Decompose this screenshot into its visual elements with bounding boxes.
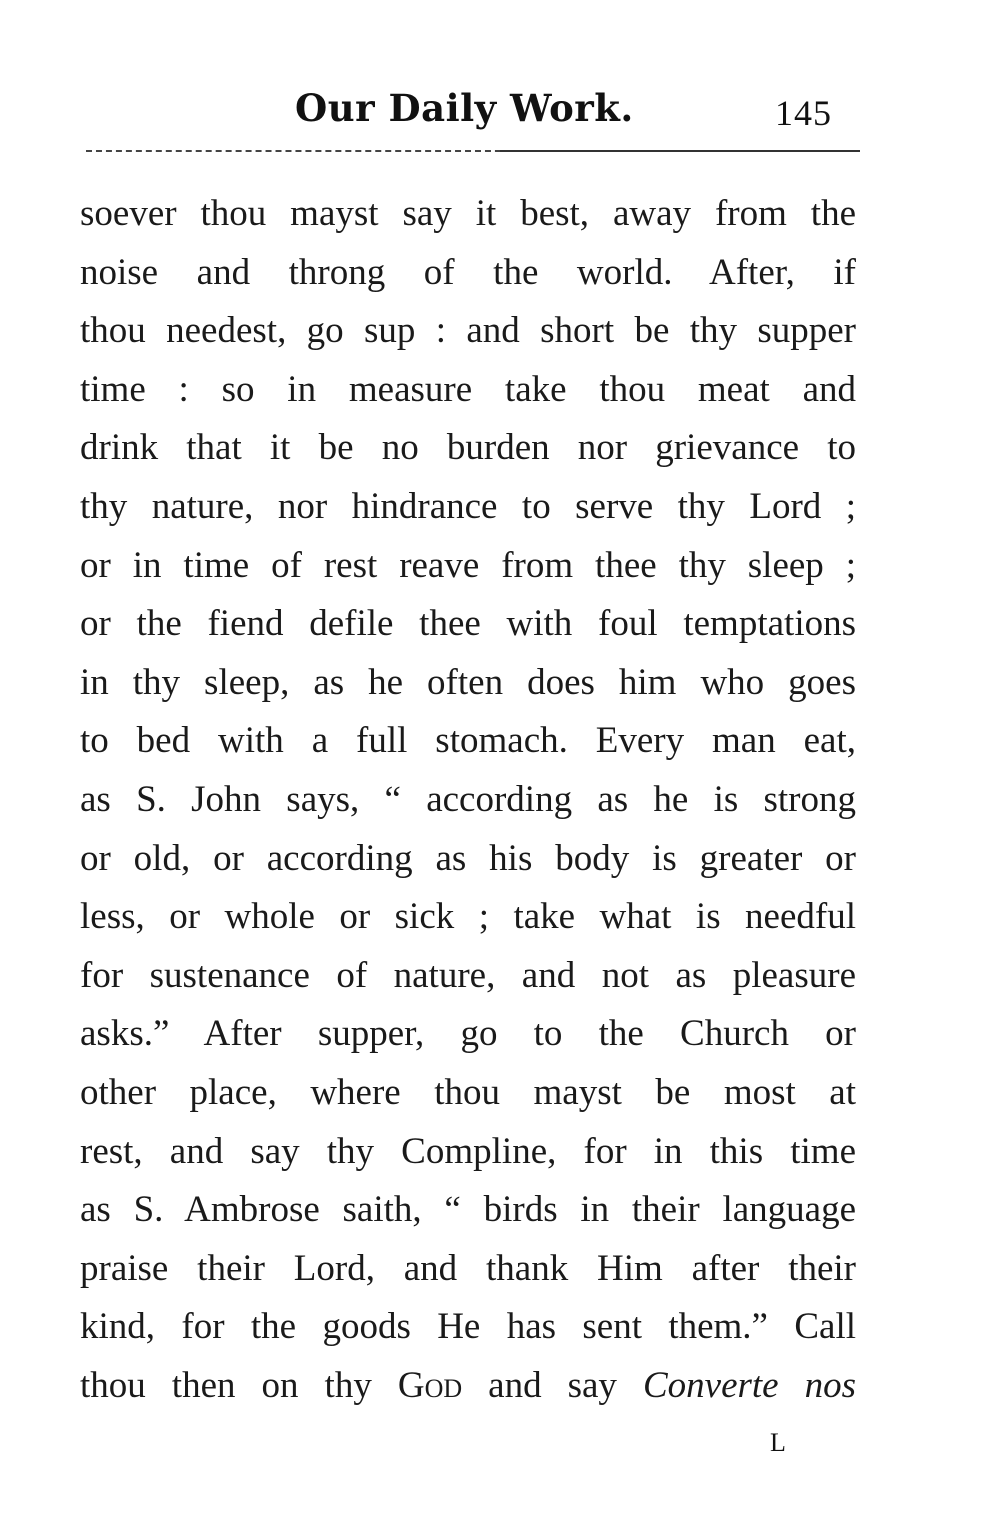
text-line: less, or whole or sick ; take what is needful: [80, 896, 856, 938]
text-line: time : so in measure take thou meat and: [80, 368, 856, 410]
signature-mark: L: [770, 1428, 786, 1457]
text-line: in thy sleep, as he often does him who goes: [80, 661, 856, 703]
text-line: noise and throng of the world. After, if: [80, 251, 856, 293]
last-line-middle: and say: [488, 1364, 617, 1406]
text-line: drink that it be no burden nor grievance to: [80, 427, 856, 469]
text-line: or old, or according as his body is greater or: [80, 837, 856, 879]
page-number: 145: [775, 93, 832, 133]
text-line: thy nature, nor hindrance to serve thy Lord ;: [80, 485, 856, 527]
last-text-line: [80, 1357, 856, 1416]
text-line: to bed with a full stomach. Every man eat,: [80, 720, 856, 762]
text-line: as S. John says, “ according as he is strong: [80, 778, 856, 820]
text-line: for sustenance of nature, and not as pleasure: [80, 954, 856, 996]
text-line: or in time of rest reave from thee thy sleep ;: [80, 544, 856, 586]
text-line: other place, where thou mayst be most at: [80, 1071, 856, 1113]
running-title: Our Daily Work.: [295, 86, 634, 130]
text-line: soever thou mayst say it best, away from the: [80, 193, 856, 234]
italic-latin: Converte nos: [642, 1364, 856, 1406]
small-caps-god: God: [397, 1364, 463, 1406]
text-line: kind, for the goods He has sent them.” Call: [80, 1306, 856, 1348]
text-line: thou needest, go sup : and short be thy supper: [80, 310, 856, 352]
text-line: rest, and say thy Compline, for in this time: [80, 1130, 856, 1172]
body-text: [80, 185, 856, 1415]
text-line: or the fiend defile thee with foul temptations: [80, 603, 856, 645]
text-line: as S. Ambrose saith, “ birds in their language: [80, 1189, 856, 1231]
header-rule-solid: [500, 150, 860, 152]
last-line-before: thou then on thy: [80, 1364, 372, 1406]
text-line: asks.” After supper, go to the Church or: [80, 1013, 856, 1055]
text-line: praise their Lord, and thank Him after their: [80, 1247, 856, 1289]
